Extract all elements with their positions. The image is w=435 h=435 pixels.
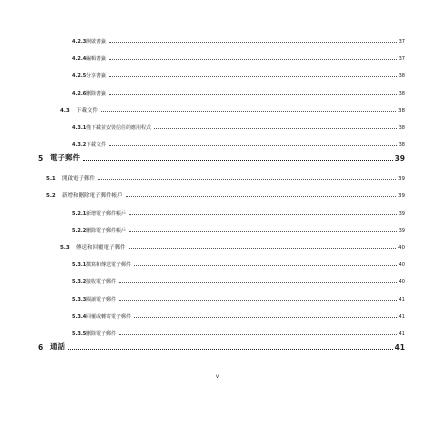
toc-entry-title: 回覆或轉寄電子郵件 — [86, 314, 132, 320]
toc-entry-5-3-4[interactable] — [72, 309, 405, 320]
toc-entry-number: 4.2.4 — [72, 56, 87, 62]
toc-entry-page: 40 — [398, 262, 405, 268]
dot-leader — [109, 76, 397, 77]
toc-entry-page: 38 — [398, 91, 405, 97]
toc-entry-4-2-5[interactable] — [72, 68, 405, 79]
toc-entry-number: 5.3.5 — [72, 331, 87, 337]
toc-entry-page: 39 — [398, 228, 405, 234]
toc-entry-5-2-1[interactable] — [72, 206, 405, 217]
toc-entry-5-1[interactable] — [46, 171, 405, 182]
toc-entry-title: 刪除書籤 — [86, 91, 107, 97]
toc-entry-number: 5 — [38, 154, 44, 163]
dot-leader — [129, 214, 397, 215]
toc-entry-number: 5.3.2 — [72, 279, 87, 285]
toc-entry-5-3-1[interactable] — [72, 257, 405, 268]
toc-entry-page: 40 — [398, 279, 405, 285]
toc-entry-4-2-6[interactable] — [72, 86, 405, 97]
toc-entry-title: 開啟電子郵件 — [62, 176, 96, 182]
toc-entry-page: 37 — [398, 56, 405, 62]
dot-leader — [109, 94, 397, 95]
toc-entry-number: 4.2.6 — [72, 91, 87, 97]
toc-entry-4-3-2[interactable] — [72, 137, 405, 148]
toc-entry-number: 5.3.1 — [72, 262, 87, 268]
toc-entry-page: 41 — [394, 343, 405, 352]
toc-entry-title: 閱讀電子郵件 — [86, 297, 117, 303]
toc-entry-number: 4.2.5 — [72, 73, 87, 79]
dot-leader — [119, 334, 397, 335]
toc-entry-page: 39 — [398, 176, 405, 182]
dot-leader — [109, 145, 397, 146]
toc-entry-page: 40 — [398, 245, 405, 251]
toc-entry-number: 6 — [38, 343, 44, 352]
toc-entry-title: 電子郵件 — [50, 153, 80, 162]
toc-entry-page: 41 — [398, 331, 405, 337]
toc-entry-number: 4.2.3 — [72, 39, 87, 45]
toc-entry-number: 4.3.1 — [72, 125, 87, 131]
toc-entry-page: 37 — [398, 39, 405, 45]
toc-entry-5[interactable] — [38, 152, 405, 163]
toc-entry-5-3[interactable] — [60, 240, 405, 251]
toc-entry-title: 下載文件 — [86, 142, 107, 148]
toc-entry-title: 僅下載並安裝信任的應用程式 — [86, 125, 152, 131]
toc-entry-page: 38 — [398, 125, 405, 131]
toc-entry-number: 4.3 — [60, 108, 70, 114]
toc-entry-number: 5.3.4 — [72, 314, 87, 320]
toc-entry-number: 5.2 — [46, 193, 56, 199]
toc-entry-number: 5.2.1 — [72, 211, 87, 217]
page-number: v — [215, 373, 220, 380]
dot-leader — [134, 317, 397, 318]
toc-entry-page: 38 — [398, 108, 405, 114]
dot-leader — [119, 282, 397, 283]
toc-entry-number: 5.3.3 — [72, 297, 87, 303]
toc-entry-title: 編輯書籤 — [86, 56, 107, 62]
dot-leader — [126, 196, 396, 197]
toc-entry-page: 38 — [398, 142, 405, 148]
dot-leader — [154, 128, 397, 129]
toc-entry-4-3-1[interactable] — [72, 120, 405, 131]
toc-entry-title: 刪除電子郵件 — [86, 331, 117, 337]
dot-leader — [129, 248, 396, 249]
toc-entry-title: 刪除電子郵件帳戶 — [86, 228, 127, 234]
toc-entry-number: 5.3 — [60, 245, 70, 251]
toc-entry-title: 新增和刪除電子郵件帳戶 — [62, 193, 123, 199]
toc-entry-page: 39 — [398, 211, 405, 217]
toc-entry-title: 撰寫和傳送電子郵件 — [86, 262, 132, 268]
toc-entry-5-3-3[interactable] — [72, 292, 405, 303]
dot-leader — [98, 179, 396, 180]
dot-leader — [129, 231, 397, 232]
toc-entry-5-2[interactable] — [46, 188, 405, 199]
toc-entry-title: 通話 — [50, 342, 65, 351]
toc-entry-page: 39 — [394, 154, 405, 163]
toc-entry-title: 新增電子郵件帳戶 — [86, 211, 127, 217]
toc-entry-5-3-5[interactable] — [72, 326, 405, 337]
toc-entry-4-3[interactable] — [60, 103, 405, 114]
toc-entry-page: 41 — [398, 297, 405, 303]
toc-entry-page: 41 — [398, 314, 405, 320]
dot-leader — [101, 111, 396, 112]
toc-entry-page: 39 — [398, 193, 405, 199]
toc-entry-page: 38 — [398, 73, 405, 79]
toc-entry-number: 5.2.2 — [72, 228, 87, 234]
toc-entry-5-3-2[interactable] — [72, 274, 405, 285]
toc-entry-4-2-3[interactable] — [72, 34, 405, 45]
dot-leader — [119, 300, 397, 301]
dot-leader — [83, 160, 393, 161]
toc-entry-number: 5.1 — [46, 176, 56, 182]
toc-entry-5-2-2[interactable] — [72, 223, 405, 234]
dot-leader — [68, 349, 393, 350]
toc-entry-title: 分享書籤 — [86, 73, 107, 79]
dot-leader — [109, 42, 397, 43]
toc-entry-6[interactable] — [38, 341, 405, 352]
dot-leader — [134, 265, 397, 266]
dot-leader — [109, 59, 397, 60]
toc-entry-title: 開啟書籤 — [86, 39, 107, 45]
toc-entry-number: 4.3.2 — [72, 142, 87, 148]
toc-entry-title: 傳送和回覆電子郵件 — [76, 245, 126, 251]
toc-entry-title: 接收電子郵件 — [86, 279, 117, 285]
toc-entry-title: 下載文件 — [76, 108, 99, 114]
toc-entry-4-2-4[interactable] — [72, 51, 405, 62]
